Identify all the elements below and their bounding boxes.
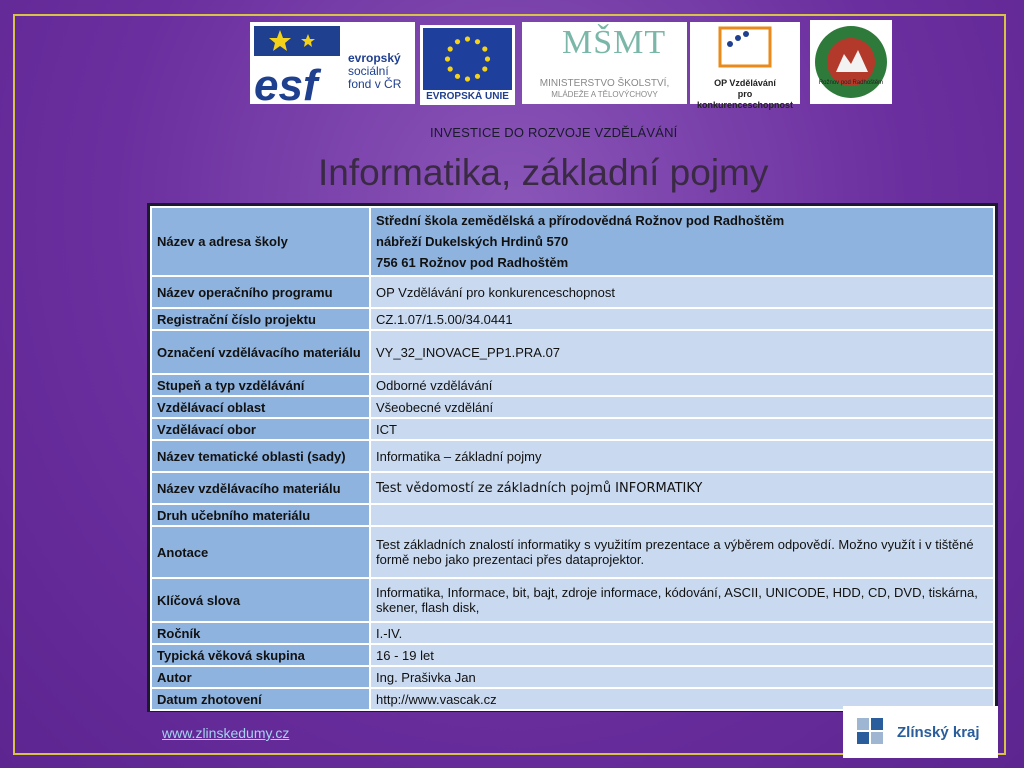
- op-logo: [690, 22, 800, 110]
- row-value: Test základních znalostí informatiky s využitím prezentace a výběrem odpovědí. Možno využít i v tištěné formě nebo jako prezentaci přes dataprojektor.: [370, 526, 994, 578]
- esf-line3: fond v ČR: [348, 77, 402, 91]
- msmt-line2: MLÁDEŽE A TĚLOVÝCHOVY: [551, 90, 658, 99]
- row-value: ICT: [370, 418, 994, 440]
- row-label: Datum zhotovení: [151, 688, 370, 710]
- school-logo: [810, 20, 892, 104]
- eu-star-icon: [455, 74, 460, 79]
- table-row: [151, 207, 994, 276]
- op-graphic: [690, 22, 800, 72]
- row-label: Ročník: [151, 622, 370, 644]
- table-row: [151, 374, 994, 396]
- row-value: OP Vzdělávání pro konkurenceschopnost: [370, 276, 994, 308]
- row-value: Všeobecné vzdělání: [370, 396, 994, 418]
- row-label: Stupeň a typ vzdělávání: [151, 374, 370, 396]
- row-value: Informatika – základní pojmy: [370, 440, 994, 472]
- table-row: [151, 276, 994, 308]
- row-value: CZ.1.07/1.5.00/34.0441: [370, 308, 994, 330]
- row-label: Vzdělávací oblast: [151, 396, 370, 418]
- row-value-line: Střední škola zemědělská a přírodovědná Rožnov pod Radhoštěm: [376, 213, 785, 228]
- eu-star-icon: [465, 36, 470, 41]
- row-label: Registrační číslo projektu: [151, 308, 370, 330]
- eu-star-icon: [482, 66, 487, 71]
- zlinskedumy-link[interactable]: www.zlinskedumy.cz: [162, 725, 290, 741]
- eu-logo: [420, 25, 515, 105]
- table-row: [151, 622, 994, 644]
- svg-text:esf: esf: [254, 61, 318, 104]
- eu-star-icon: [475, 39, 480, 44]
- row-label: Název operačního programu: [151, 276, 370, 308]
- school-label: Rožnov pod Radhoštěm: [818, 80, 884, 86]
- eu-star-icon: [475, 74, 480, 79]
- zlinsky-kraj-logo: [843, 706, 998, 758]
- row-label: Typická věková skupina: [151, 644, 370, 666]
- table-row: [151, 308, 994, 330]
- row-label: Druh učebního materiálu: [151, 504, 370, 526]
- zlinsky-kraj-squares-icon: [857, 718, 889, 746]
- table-row: [151, 666, 994, 688]
- investice-tagline: INVESTICE DO ROZVOJE VZDĚLÁVÁNÍ: [430, 125, 678, 140]
- page-title: Informatika, základní pojmy: [318, 152, 769, 193]
- msmt-abbr: MŠMT: [562, 24, 667, 61]
- eu-star-icon: [448, 66, 453, 71]
- esf-logo: [250, 22, 415, 104]
- row-value-line: nábřeží Dukelských Hrdinů 570: [376, 234, 569, 249]
- row-value-line: 756 61 Rožnov pod Radhoštěm: [376, 255, 569, 270]
- row-value: Ing. Prašivka Jan: [370, 666, 994, 688]
- row-value: Test vědomostí ze základních pojmů INFORMATIKY: [370, 472, 994, 504]
- table-row: [151, 396, 994, 418]
- table-row: [151, 418, 994, 440]
- row-label: Název vzdělávacího materiálu: [151, 472, 370, 504]
- row-label: Název tematické oblasti (sady): [151, 440, 370, 472]
- table-row: [151, 644, 994, 666]
- row-value: Informatika, Informace, bit, bajt, zdroje informace, kódování, ASCII, UNICODE, HDD, CD, DVD, tiskárna, skener, flash disk,: [370, 578, 994, 622]
- row-value: [370, 207, 994, 276]
- table-row: [151, 330, 994, 374]
- row-value: 16 - 19 let: [370, 644, 994, 666]
- table-row: [151, 440, 994, 472]
- row-value: http://www.vascak.cz: [370, 688, 994, 710]
- op-line2: pro konkurenceschopnost: [696, 89, 794, 110]
- row-label: Vzdělávací obor: [151, 418, 370, 440]
- eu-star-icon: [465, 76, 470, 81]
- eu-star-icon: [448, 46, 453, 51]
- row-value: VY_32_INOVACE_PP1.PRA.07: [370, 330, 994, 374]
- row-value: [370, 504, 994, 526]
- msmt-logo: [522, 22, 687, 104]
- zlinsky-kraj-label: Zlínský kraj: [897, 723, 980, 741]
- table-row: [151, 526, 994, 578]
- esf-line1: evropský: [348, 51, 401, 65]
- table-row: [151, 472, 994, 504]
- eu-star-icon: [445, 56, 450, 61]
- school-emblem-icon: [810, 20, 892, 104]
- eu-star-icon: [485, 56, 490, 61]
- row-label: Anotace: [151, 526, 370, 578]
- table-row: [151, 578, 994, 622]
- row-label: Označení vzdělávacího materiálu: [151, 330, 370, 374]
- row-label: Název a adresa školy: [151, 207, 370, 276]
- row-label: Autor: [151, 666, 370, 688]
- row-value: Odborné vzdělávání: [370, 374, 994, 396]
- eu-star-icon: [455, 39, 460, 44]
- eu-label: EVROPSKÁ UNIE: [426, 91, 509, 102]
- msmt-line1: MINISTERSTVO ŠKOLSTVÍ,: [539, 78, 670, 89]
- info-table-wrapper: [147, 203, 998, 712]
- table-row: [151, 504, 994, 526]
- row-value: I.-IV.: [370, 622, 994, 644]
- info-table: [150, 206, 995, 711]
- esf-line2: sociální: [348, 64, 389, 78]
- row-label: Klíčová slova: [151, 578, 370, 622]
- eu-star-icon: [482, 46, 487, 51]
- op-line1: OP Vzdělávání: [714, 78, 776, 88]
